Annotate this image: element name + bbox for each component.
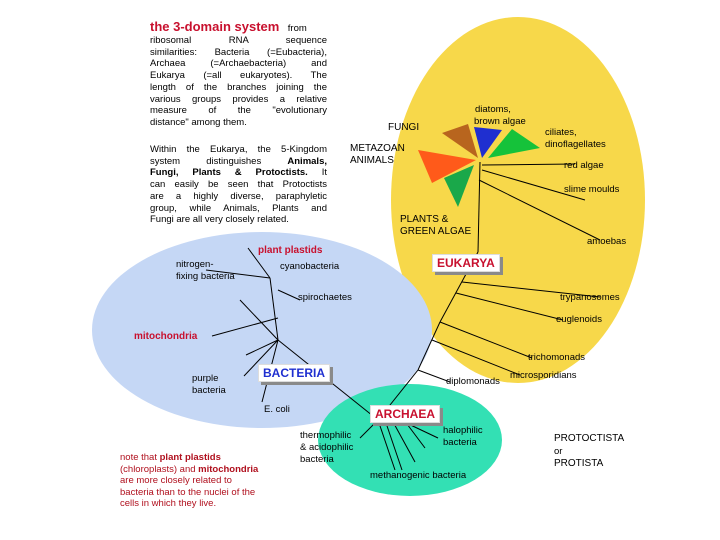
- note-line: [120, 464, 290, 476]
- label-eukarya-box: EUKARYA: [432, 254, 500, 272]
- note-paragraph: [120, 452, 290, 510]
- intro-line: Archaea (=Archaebacteria) and: [150, 58, 327, 70]
- label-cyanobacteria: cyanobacteria: [280, 261, 340, 272]
- label-red-algae: red algae: [564, 160, 604, 171]
- label-ecoli: E. coli: [264, 404, 290, 415]
- eukarya-paragraph: [150, 144, 327, 226]
- label-ciliates: ciliates,: [545, 127, 577, 138]
- eukarya-line: Within the Eukarya, the 5-Kingdom: [150, 144, 327, 155]
- eukarya-text: system distinguishes: [150, 155, 288, 167]
- intro-line: measure of the "evolutionary: [150, 105, 327, 117]
- label-green-algae: GREEN ALGAE: [400, 226, 472, 237]
- label-or: or: [554, 446, 563, 457]
- label-plant-plastids: plant plastids: [258, 245, 323, 256]
- label-protoctista: PROTOCTISTA: [554, 433, 625, 444]
- label-spirochaetes: spirochaetes: [298, 292, 352, 303]
- note-text: (chloroplasts) and: [120, 463, 199, 475]
- intro-line: length of the branches joining the: [150, 81, 327, 93]
- eukarya-line: are a highly diverse, paraphyletic: [150, 190, 327, 202]
- note-line: cells in which they live.: [120, 498, 217, 509]
- label-methanogenic: methanogenic bacteria: [370, 470, 467, 481]
- label-diatoms: diatoms,: [475, 104, 511, 115]
- label-animals: ANIMALS: [350, 155, 394, 166]
- label-halophilic: halophilic: [443, 425, 483, 436]
- label-nitrogen-fixing: fixing bacteria: [176, 271, 235, 282]
- eukarya-line: can easily be seen that Protoctists: [150, 179, 327, 191]
- label-diplomonads: diplomonads: [446, 376, 500, 387]
- intro-line: Eukarya (=all eukaryotes). The: [150, 70, 327, 82]
- label-thermophilic: thermophilic: [300, 430, 352, 441]
- label-bacteria-box: BACTERIA: [258, 364, 330, 382]
- label-slime-moulds: slime moulds: [564, 184, 620, 195]
- label-halophilic-bacteria: bacteria: [443, 437, 477, 448]
- intro-line: similarities: Bacteria (=Eubacteria),: [150, 46, 327, 58]
- intro-line: distance" among them.: [150, 116, 247, 128]
- intro-line: various groups provides a relative: [150, 93, 327, 105]
- title-suffix: from: [287, 23, 307, 34]
- label-trypanosomes: trypanosomes: [560, 292, 620, 303]
- label-metazoan: METAZOAN: [350, 143, 405, 154]
- label-microsporidians: microsporidians: [510, 370, 577, 381]
- label-purple-bacteria: bacteria: [192, 385, 226, 396]
- label-euglenoids: euglenoids: [556, 314, 602, 325]
- note-line: are more closely related to: [120, 475, 232, 486]
- label-archaea-box: ARCHAEA: [370, 405, 440, 423]
- intro-paragraph: [150, 35, 327, 129]
- note-emphasis: mitochondria: [198, 463, 259, 475]
- label-brown-algae: brown algae: [474, 116, 526, 127]
- note-text: note that: [120, 452, 160, 463]
- title-main: the 3-domain system: [150, 19, 280, 34]
- intro-line: ribosomal RNA sequence: [150, 35, 327, 46]
- label-dinoflagellates: dinoflagellates: [545, 139, 606, 150]
- note-emphasis: plant plastids: [159, 452, 221, 463]
- label-purple: purple: [192, 373, 219, 384]
- label-fungi: FUNGI: [388, 122, 420, 133]
- label-amoebas: amoebas: [587, 236, 627, 247]
- label-thermo-bacteria: bacteria: [300, 454, 334, 465]
- label-nitrogen: nitrogen-: [176, 259, 214, 270]
- label-plants: PLANTS &: [400, 214, 449, 225]
- label-mitochondria: mitochondria: [134, 331, 198, 342]
- eukarya-line: [150, 156, 327, 168]
- note-line: bacteria than to the nuclei of the: [120, 486, 256, 498]
- eukarya-line: [150, 167, 327, 179]
- eukarya-emphasis: Fungi, Plants & Protoctists.: [150, 167, 308, 179]
- label-acidophilic: & acidophilic: [300, 442, 354, 453]
- eukarya-line: Fungi are all very closely related.: [150, 214, 289, 226]
- label-protista: PROTISTA: [554, 458, 604, 469]
- label-trichomonads: trichomonads: [528, 352, 586, 363]
- note-line: [120, 452, 290, 464]
- page-title: [150, 18, 307, 36]
- eukarya-line: group, while Animals, Plants and: [150, 202, 327, 214]
- eukarya-text: It: [307, 167, 327, 179]
- eukarya-emphasis: Animals,: [287, 155, 327, 167]
